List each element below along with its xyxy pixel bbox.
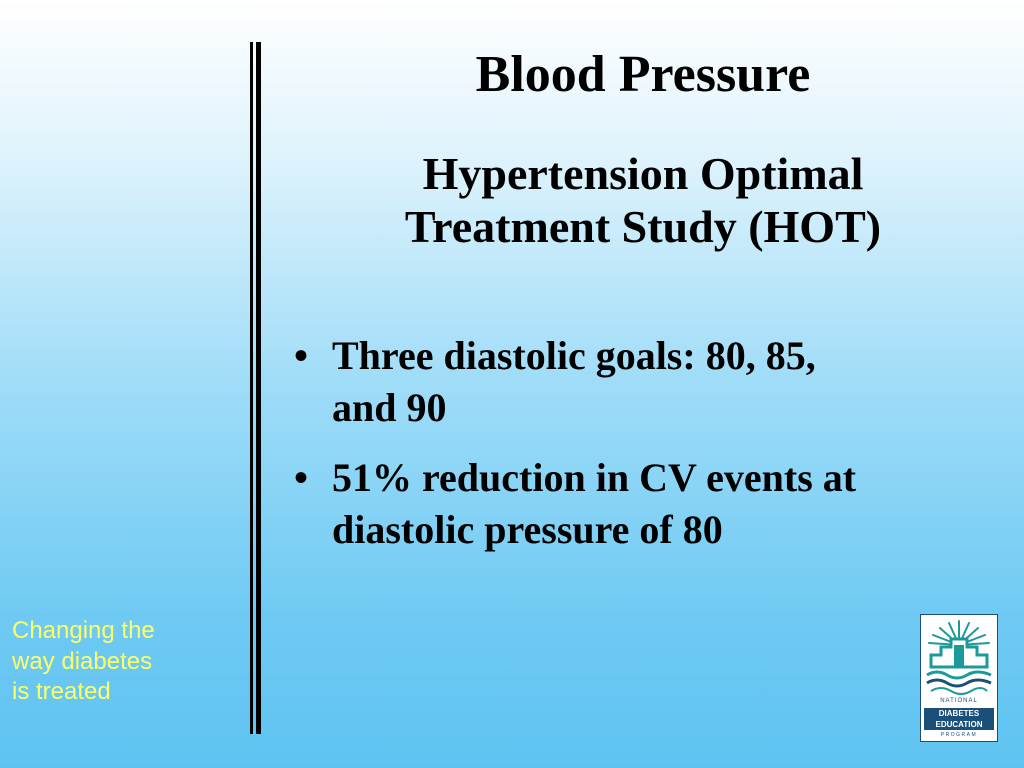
bullet-marker: •: [294, 333, 309, 378]
logo-text-diabetes: DIABETES: [938, 709, 980, 718]
bullet-marker: •: [294, 455, 309, 500]
bullet-item: [292, 452, 1012, 556]
slide-title: Blood Pressure: [475, 46, 811, 103]
bullet-line: diastolic pressure of 80: [332, 507, 723, 552]
logo-band: [924, 708, 994, 730]
ndep-logo: [920, 614, 998, 742]
logo-emblem-icon: [921, 615, 997, 697]
tagline: [12, 616, 242, 708]
tagline-line: way diabetes: [12, 647, 153, 675]
tagline-line: Changing the: [12, 617, 155, 644]
slide-subtitle: [262, 148, 1024, 254]
bullet-line: Three diastolic goals: 80, 85,: [332, 333, 816, 378]
logo-text-national: NATIONAL: [940, 698, 978, 704]
bullet-line: and 90: [332, 385, 447, 430]
bullet-line: 51% reduction in CV events at: [332, 455, 857, 500]
logo-text-education: EDUCATION: [935, 720, 983, 729]
tagline-line: is treated: [12, 678, 111, 706]
subtitle-line: Treatment Study (HOT): [404, 200, 882, 252]
vertical-divider-thin: [250, 42, 253, 734]
vertical-divider-thick: [256, 42, 261, 734]
bullet-item: [292, 330, 1012, 434]
bullet-list: [292, 330, 1012, 574]
subtitle-line: Hypertension Optimal: [422, 148, 864, 199]
logo-text-program: PROGRAM: [940, 732, 978, 738]
